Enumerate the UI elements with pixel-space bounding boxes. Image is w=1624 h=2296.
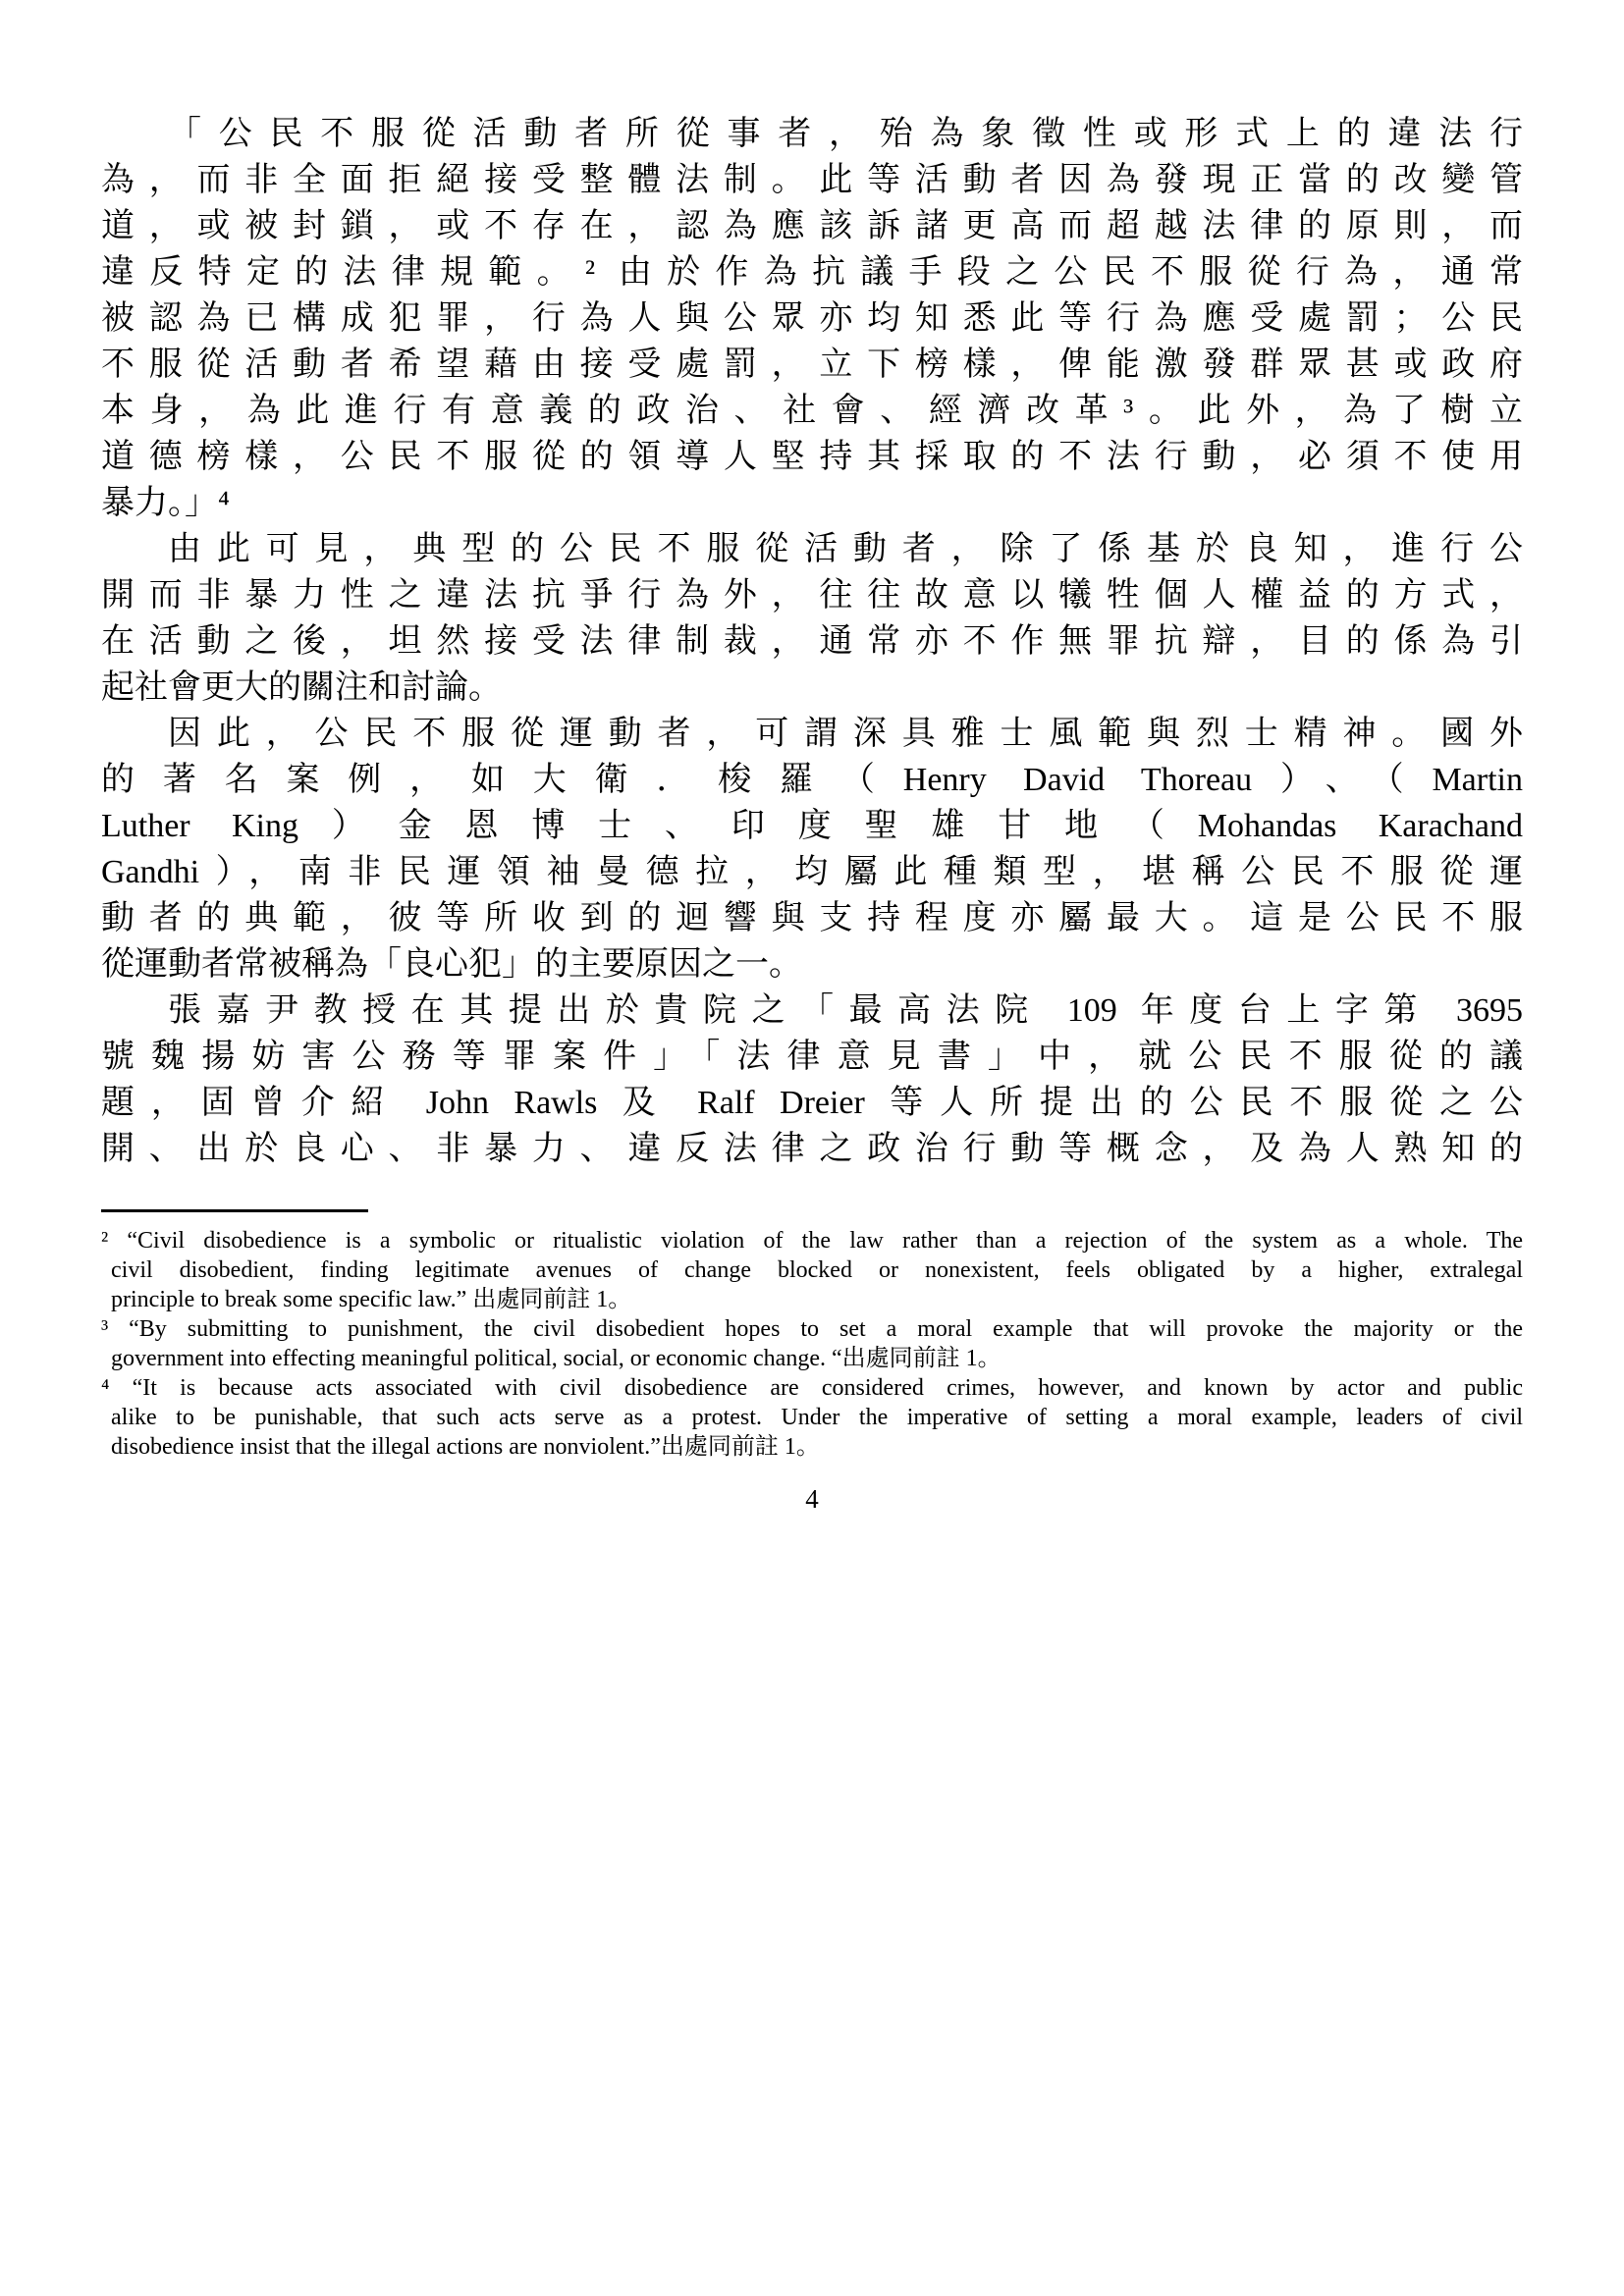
body-line: 張嘉尹教授在其提出於貴院之「最高法院 109 年度台上字第 3695 <box>168 992 1523 1029</box>
footnote <box>101 1373 1523 1462</box>
footnote-line: civil disobedient, finding legitimate avenues of change blocked or nonexistent, feels obligated by a higher, extralegal <box>111 1257 1523 1283</box>
footnote-line: government into effecting meaningful political, social, or economic change. “出處同前註 1。 <box>111 1346 1001 1371</box>
footnote <box>101 1314 1523 1373</box>
body-line: 動者的典範，彼等所收到的迴響與支持程度亦屬最大。這是公民不服 <box>101 900 1523 936</box>
body-line: 違反特定的法律規範。² 由於作為抗議手段之公民不服從行為，通常 <box>101 254 1523 291</box>
footnote-line: ³ “By submitting to punishment, the civil disobedient hopes to set a moral example that will provoke the majority or the <box>101 1316 1523 1342</box>
body-line: 道，或被封鎖，或不存在，認為應該訴諸更高而超越法律的原則，而 <box>101 208 1523 244</box>
footnote-line: ⁴ “It is because acts associated with civil disobedience are considered crimes, however, and known by actor and public <box>101 1375 1523 1401</box>
body-line: 被認為已構成犯罪，行為人與公眾亦均知悉此等行為應受處罰；公民 <box>101 300 1523 337</box>
body-line: 起社會更大的關注和討論。 <box>101 669 502 706</box>
footnotes-section <box>101 1226 1523 1462</box>
body-line: 開而非暴力性之違法抗爭行為外，往往故意以犧牲個人權益的方式， <box>101 577 1523 614</box>
body-line: 為，而非全面拒絕接受整體法制。此等活動者因為發現正當的改變管 <box>101 162 1523 198</box>
footnote-line: principle to break some specific law.” 出處同前註 1。 <box>111 1287 632 1312</box>
paragraph <box>101 526 1523 711</box>
body-line: 開、出於良心、非暴力、違反法律之政治行動等概念，及為人熟知的 <box>101 1131 1523 1167</box>
body-line: 因此，公民不服從運動者，可謂深具雅士風範與烈士精神。國外 <box>168 716 1523 752</box>
body-line: Gandhi），南非民運領袖曼德拉，均屬此種類型，堪稱公民不服從運 <box>101 854 1523 890</box>
body-line: 暴力。」⁴ <box>101 485 230 521</box>
footnote-line: ² “Civil disobedience is a symbolic or ritualistic violation of the law rather than a rejection of the system as a whole. The <box>101 1228 1523 1254</box>
body-line: 從運動者常被稱為「良心犯」的主要原因之一。 <box>101 946 802 983</box>
footnote-line: disobedience insist that the illegal actions are nonviolent.”出處同前註 1。 <box>111 1434 820 1460</box>
paragraph <box>101 711 1523 988</box>
footnote-separator <box>101 1209 368 1212</box>
body-line: 在活動之後，坦然接受法律制裁，通常亦不作無罪抗辯，目的係為引 <box>101 623 1523 660</box>
body-line: 不服從活動者希望藉由接受處罰，立下榜樣，俾能激發群眾甚或政府 <box>101 347 1523 383</box>
body-line: 的著名案例，如大衛．梭羅（Henry David Thoreau）、（Martin <box>101 762 1523 798</box>
body-line: 題，固曾介紹 John Rawls 及 Ralf Dreier 等人所提出的公民不服從之公 <box>101 1085 1523 1121</box>
page-content <box>101 111 1523 1515</box>
body-line: 「公民不服從活動者所從事者，殆為象徵性或形式上的違法行 <box>168 116 1523 152</box>
body-line: 由此可見，典型的公民不服從活動者，除了係基於良知，進行公 <box>168 531 1523 567</box>
body-line: 本身，為此進行有意義的政治、社會、經濟改革³。此外，為了樹立 <box>101 393 1523 429</box>
body-text <box>101 111 1523 1172</box>
footnote-line: alike to be punishable, that such acts serve as a protest. Under the imperative of setting a moral example, leaders of civil <box>111 1405 1523 1430</box>
page-number: 4 <box>805 1484 819 1514</box>
paragraph <box>101 111 1523 526</box>
body-line: 號魏揚妨害公務等罪案件」「法律意見書」中，就公民不服從的議 <box>101 1039 1523 1075</box>
paragraph <box>101 988 1523 1172</box>
body-line: 道德榜樣，公民不服從的領導人堅持其採取的不法行動，必須不使用 <box>101 439 1523 475</box>
footnote <box>101 1226 1523 1314</box>
body-line: Luther King）金恩博士、印度聖雄甘地（Mohandas Karachand <box>101 808 1523 844</box>
